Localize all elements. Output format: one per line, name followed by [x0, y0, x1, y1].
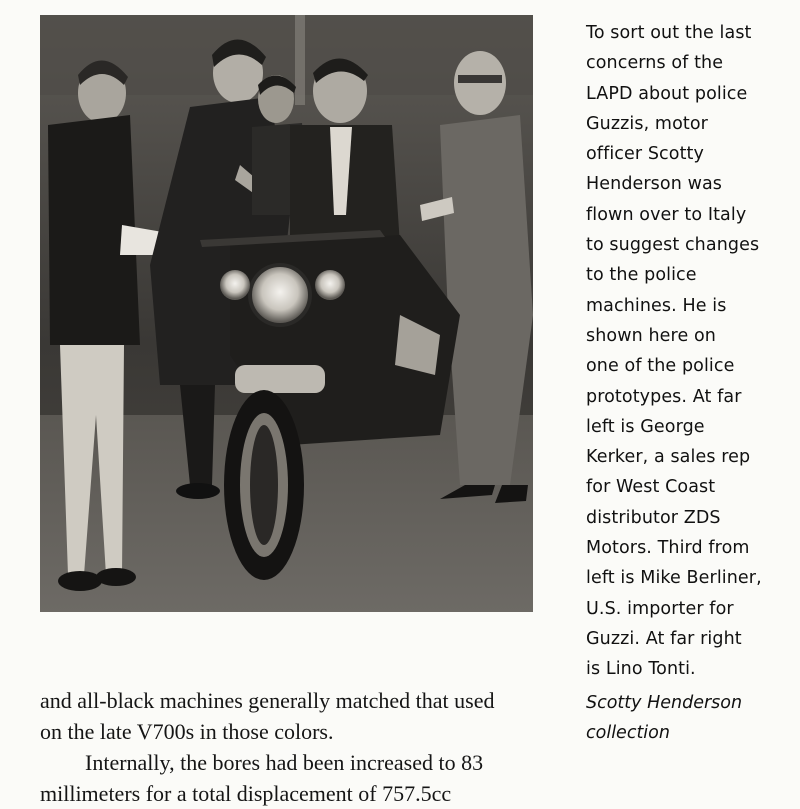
caption-line: Kerker, a sales rep: [586, 447, 751, 468]
photo-credit: [586, 688, 742, 749]
caption-line: machines. He is: [586, 295, 727, 316]
body-paragraph-start: Internally, the bores had been increased to 83: [85, 750, 484, 775]
credit-line: collection: [586, 723, 670, 744]
caption-line: officer Scotty: [586, 144, 704, 165]
body-line: and all-black machines generally matched that used: [40, 688, 495, 713]
caption-line: left is Mike Berliner,: [586, 568, 762, 589]
caption-line: To sort out the last: [586, 23, 752, 43]
caption-line: Guzzi. At far right: [586, 628, 742, 649]
caption-line: distributor ZDS: [586, 507, 721, 528]
caption-line: to the police: [586, 265, 697, 286]
caption-line: concerns of the: [586, 53, 724, 74]
caption-line: to suggest changes: [586, 235, 760, 256]
caption-line: shown here on: [586, 325, 716, 346]
caption-line: U.S. importer for: [586, 598, 734, 619]
photograph: [40, 15, 533, 612]
body-line: on the late V700s in those colors.: [40, 719, 334, 744]
caption-line: Motors. Third from: [586, 538, 750, 559]
photo-caption: [586, 18, 796, 685]
caption-line: for West Coast: [586, 477, 716, 498]
caption-line: left is George: [586, 416, 705, 437]
body-line-partial: millimeters for a total displacement of 757.5cc: [40, 781, 452, 806]
caption-line: is Lino Tonti.: [586, 659, 696, 680]
credit-line: Scotty Henderson: [586, 693, 743, 713]
body-text: [40, 685, 540, 806]
caption-line: flown over to Italy: [586, 204, 747, 225]
caption-line: LAPD about police: [586, 83, 748, 104]
caption-line: one of the police: [586, 356, 735, 377]
caption-line: Guzzis, motor: [586, 113, 708, 134]
caption-line: Henderson was: [586, 174, 723, 195]
caption-line: prototypes. At far: [586, 386, 742, 407]
